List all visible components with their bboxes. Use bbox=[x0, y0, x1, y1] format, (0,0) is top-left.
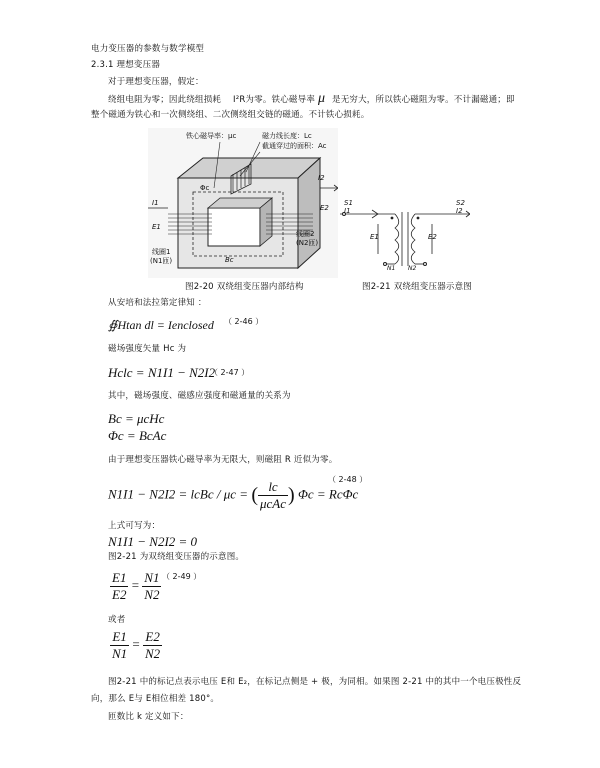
equation-2-48-right: Φc = RcΦc bbox=[297, 486, 359, 502]
fig20-label-E1: E1 bbox=[152, 223, 161, 231]
doc-title: 电力变压器的参数与数学模型 bbox=[91, 44, 205, 54]
equation-2-49-den2: N2 bbox=[144, 587, 160, 602]
fig21-label-S2: S2 bbox=[456, 199, 465, 207]
equation-2-48-denominator: μcAc bbox=[260, 496, 287, 511]
fig20-label-winding1-turns: (N1匝) bbox=[150, 257, 173, 265]
fig21-label-E2: E2 bbox=[428, 233, 437, 241]
fig20-label-mu: 铁心磁导率：μc bbox=[186, 132, 237, 140]
intro-text: 对于理想变压器，假定： bbox=[108, 77, 204, 87]
equation-2-49-den1: E2 bbox=[112, 587, 127, 602]
assumption-line-2: 整个磁通为铁心和一次侧绕组、二次侧绕组交链的磁通。不计铁心损耗。 bbox=[91, 110, 370, 120]
ampere-law-text: 从安培和法拉第定律知 ： bbox=[108, 298, 207, 308]
equation-alt-num2: E2 bbox=[143, 629, 162, 646]
fig20-label-E2: E2 bbox=[320, 204, 329, 212]
equation-B: Bc = μcHc bbox=[108, 411, 165, 426]
equation-2-49 bbox=[110, 570, 161, 603]
equation-2-49-equals: = bbox=[131, 577, 140, 593]
fig20-label-I1: I1 bbox=[152, 199, 159, 207]
fig21-label-I1: I1 bbox=[344, 207, 351, 215]
fig20-label-winding2-turns: (N2匝) bbox=[296, 239, 319, 247]
relation-text: 其中，磁场强度、磁感应强度和磁通量的关系为 bbox=[108, 391, 291, 401]
equation-2-46: ∯Htan dl = Ienclosed bbox=[108, 318, 214, 332]
assumption-line-1b: I²R为零。铁心磁导率 bbox=[233, 95, 316, 105]
equation-2-49-num1: E1 bbox=[112, 570, 127, 585]
equation-2-47-number: （ 2-47 ） bbox=[210, 368, 250, 377]
fig21-label-N2: N2 bbox=[408, 265, 417, 272]
equation-2-49-number: （ 2-49 ） bbox=[162, 572, 202, 581]
fig20-label-Bc: Bc bbox=[225, 256, 234, 264]
section-heading: 2.3.1 理想变压器 bbox=[91, 60, 161, 70]
fig20-label-length: 磁力线长度：Lc bbox=[262, 132, 312, 140]
equation-alt-den1: N1 bbox=[112, 646, 128, 661]
fig21-label-E1: E1 bbox=[370, 233, 379, 241]
fig21-label-N1: N1 bbox=[387, 265, 396, 272]
assumption-line-1c: 是无穷大，所以铁心磁阻为零。不计漏磁通；即 bbox=[332, 95, 515, 105]
dot-convention-line-2: 向，那么 E与 E相位相差 180°。 bbox=[91, 694, 220, 704]
equation-alt-num1: E1 bbox=[110, 629, 129, 646]
equation-2-49-num2: N1 bbox=[144, 570, 160, 585]
equation-zero: N1I1 − N2I2 = 0 bbox=[108, 534, 198, 549]
reluctance-text: 由于理想变压器铁心磁导率为无限大，则磁阻 R 近似为零。 bbox=[108, 455, 338, 465]
equation-2-47: Hclc = N1I1 − N2I2 bbox=[108, 365, 216, 380]
assumption-line-1a: 绕组电阻为零；因此绕组损耗 bbox=[108, 95, 222, 105]
equation-Phi: Φc = BcAc bbox=[108, 428, 167, 443]
fig21-label-S1: S1 bbox=[344, 199, 353, 207]
fig20-label-area: 截通穿过的面积：Ac bbox=[262, 142, 327, 150]
equation-alt bbox=[110, 629, 162, 662]
fig20-caption: 图2-20 双绕组变压器内部结构 bbox=[185, 282, 304, 292]
or-text: 或者 bbox=[108, 615, 126, 625]
equation-alt-equals: = bbox=[132, 636, 140, 652]
dot-convention-line-1: 图2-21 中的标记点表示电压 E和 E₂，在标记点侧是 + 极，为同相。如果图 2-21 中的其中一个电压极性反 bbox=[108, 677, 522, 687]
fig21-reference-text: 图2-21 为双绕组变压器的示意图。 bbox=[108, 552, 245, 562]
mu-symbol: μ bbox=[318, 91, 326, 106]
fig21-label-I2: I2 bbox=[456, 207, 463, 215]
equation-2-48-left: N1I1 − N2I2 = lcBc / μc = bbox=[108, 486, 249, 502]
rewrite-text: 上式可写为： bbox=[108, 521, 161, 531]
fig20-label-winding2: 线圈2 bbox=[296, 230, 315, 238]
fig20-label-winding1: 线圈1 bbox=[152, 248, 171, 256]
fig21-caption: 图2-21 双绕组变压器示意图 bbox=[362, 282, 472, 292]
equation-alt-den2: N2 bbox=[145, 646, 161, 661]
equation-2-48-numerator: lc bbox=[258, 479, 288, 496]
fig20-label-phi: Φc bbox=[200, 184, 210, 192]
equation-2-48: N1I1 − N2I2 = lcBc / μc = ( $\frac{lc}{\text{μcAc}}$ ) Φc = RcΦc bbox=[108, 479, 359, 511]
field-intensity-text: 磁场强度矢量 Hc 为 bbox=[108, 344, 187, 354]
fig20-label-I2: I2 bbox=[318, 174, 325, 182]
figure-2-21-diagram bbox=[340, 184, 470, 274]
equation-2-48-number: （ 2-48 ） bbox=[328, 475, 368, 484]
turns-ratio-text: 匝数比 k 定义如下： bbox=[108, 712, 189, 722]
equation-2-46-number: （ 2-46 ） bbox=[224, 317, 264, 326]
